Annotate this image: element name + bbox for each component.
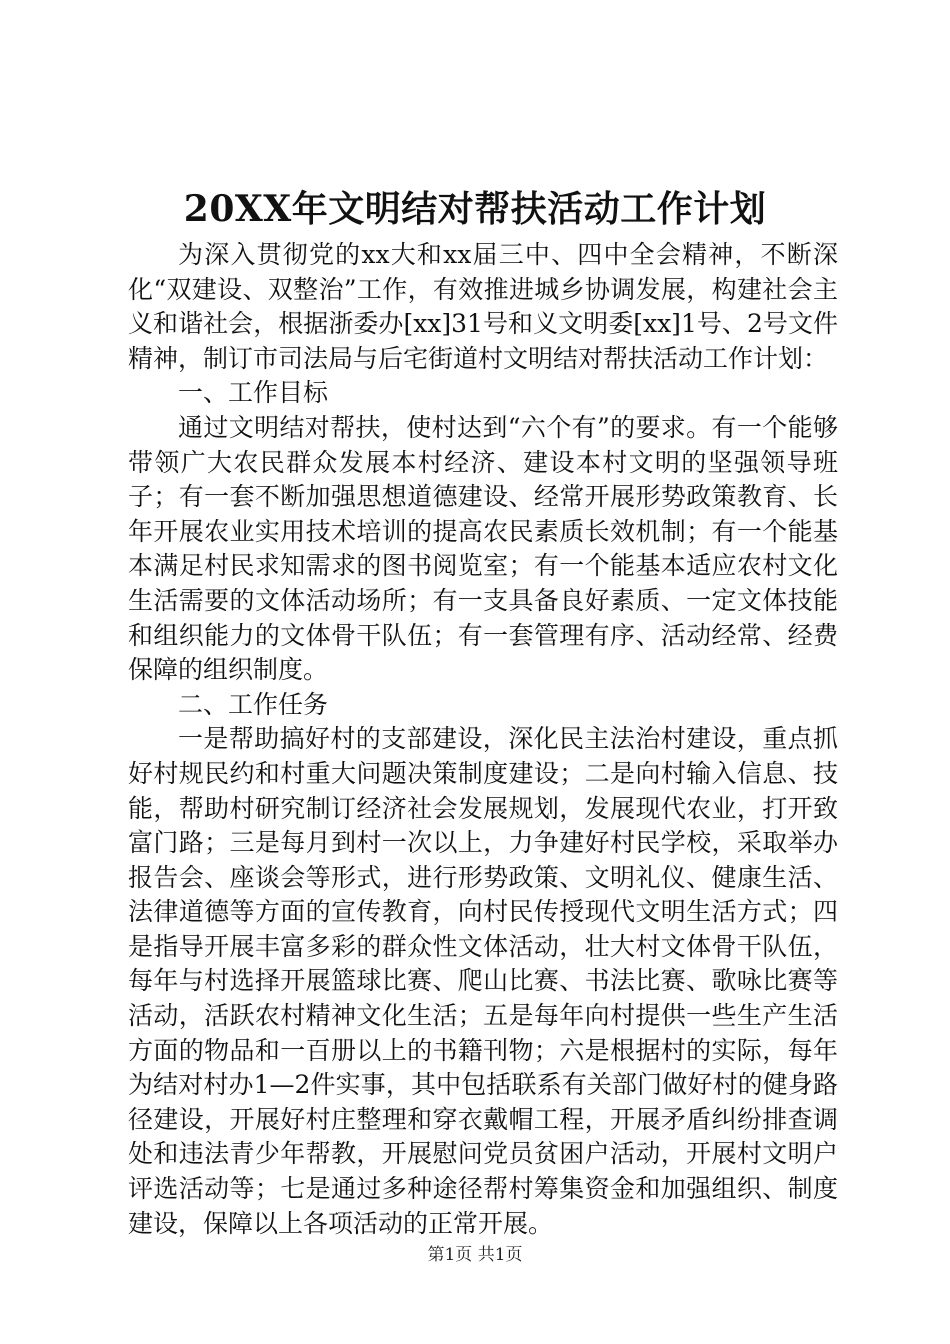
section-heading-tasks: 二、工作任务 [178,689,329,719]
intro-paragraph: 为深入贯彻党的xx大和xx届三中、四中全会精神，不断深化“双建设、双整治”工作，有效推进城乡协调发展，构建社会主义和谐社会，根据浙委办[xx]31号和义文明委[xx]1号、2号文件精神，制订市司法局与后宅街道村文明结对帮扶活动工作计划： [128,240,838,373]
document-title: 20XX年文明结对帮扶活动工作计划 [183,188,767,230]
section-body-tasks: 一是帮助搞好村的支部建设，深化民主法治村建设，重点抓好村规民约和村重大问题决策制度建设；二是向村输入信息、技能，帮助村研究制订经济社会发展规划，发展现代农业，打开致富门路；三是每月到村一次以上，力争建好村民学校，采取举办报告会、座谈会等形式，进行形势政策、文明礼仪、健康生活、法律道德等方面的宣传教育，向村民传授现代文明生活方式；四是指导开展丰富多彩的群众性文体活动，壮大村文体骨干队伍，每年与村选择开展篮球比赛、爬山比赛、书法比赛、歌咏比赛等活动，活跃农村精神文化生活；五是每年向村提供一些生产生活方面的物品和一百册以上的书籍刊物；六是根据村的实际，每年为结对村办1—2件实事，其中包括联系有关部门做好村的健身路径建设，开展好村庄整理和穿衣戴帽工程，开展矛盾纠纷排查调处和违法青少年帮教，开展慰问党员贫困户活动，开展村文明户评选活动等；七是通过多种途径帮村筹集资金和加强组织、制度建设，保障以上各项活动的正常开展。 [128,724,838,1238]
document-body [128,238,838,1241]
page-number-footer: 第1页 共1页 [427,1245,523,1265]
section-body-goals: 通过文明结对帮扶，使村达到“六个有”的要求。有一个能够带领广大农民群众发展本村经济、建设本村文明的坚强领导班子；有一套不断加强思想道德建设、经常开展形势政策教育、长年开展农业实用技术培训的提高农民素质长效机制；有一个能基本满足村民求知需求的图书阅览室；有一个能基本适应农村文化生活需要的文体活动场所；有一支具备良好素质、一定文体技能和组织能力的文体骨干队伍；有一套管理有序、活动经常、经费保障的组织制度。 [128,412,838,685]
section-heading-goals: 一、工作目标 [178,378,329,408]
